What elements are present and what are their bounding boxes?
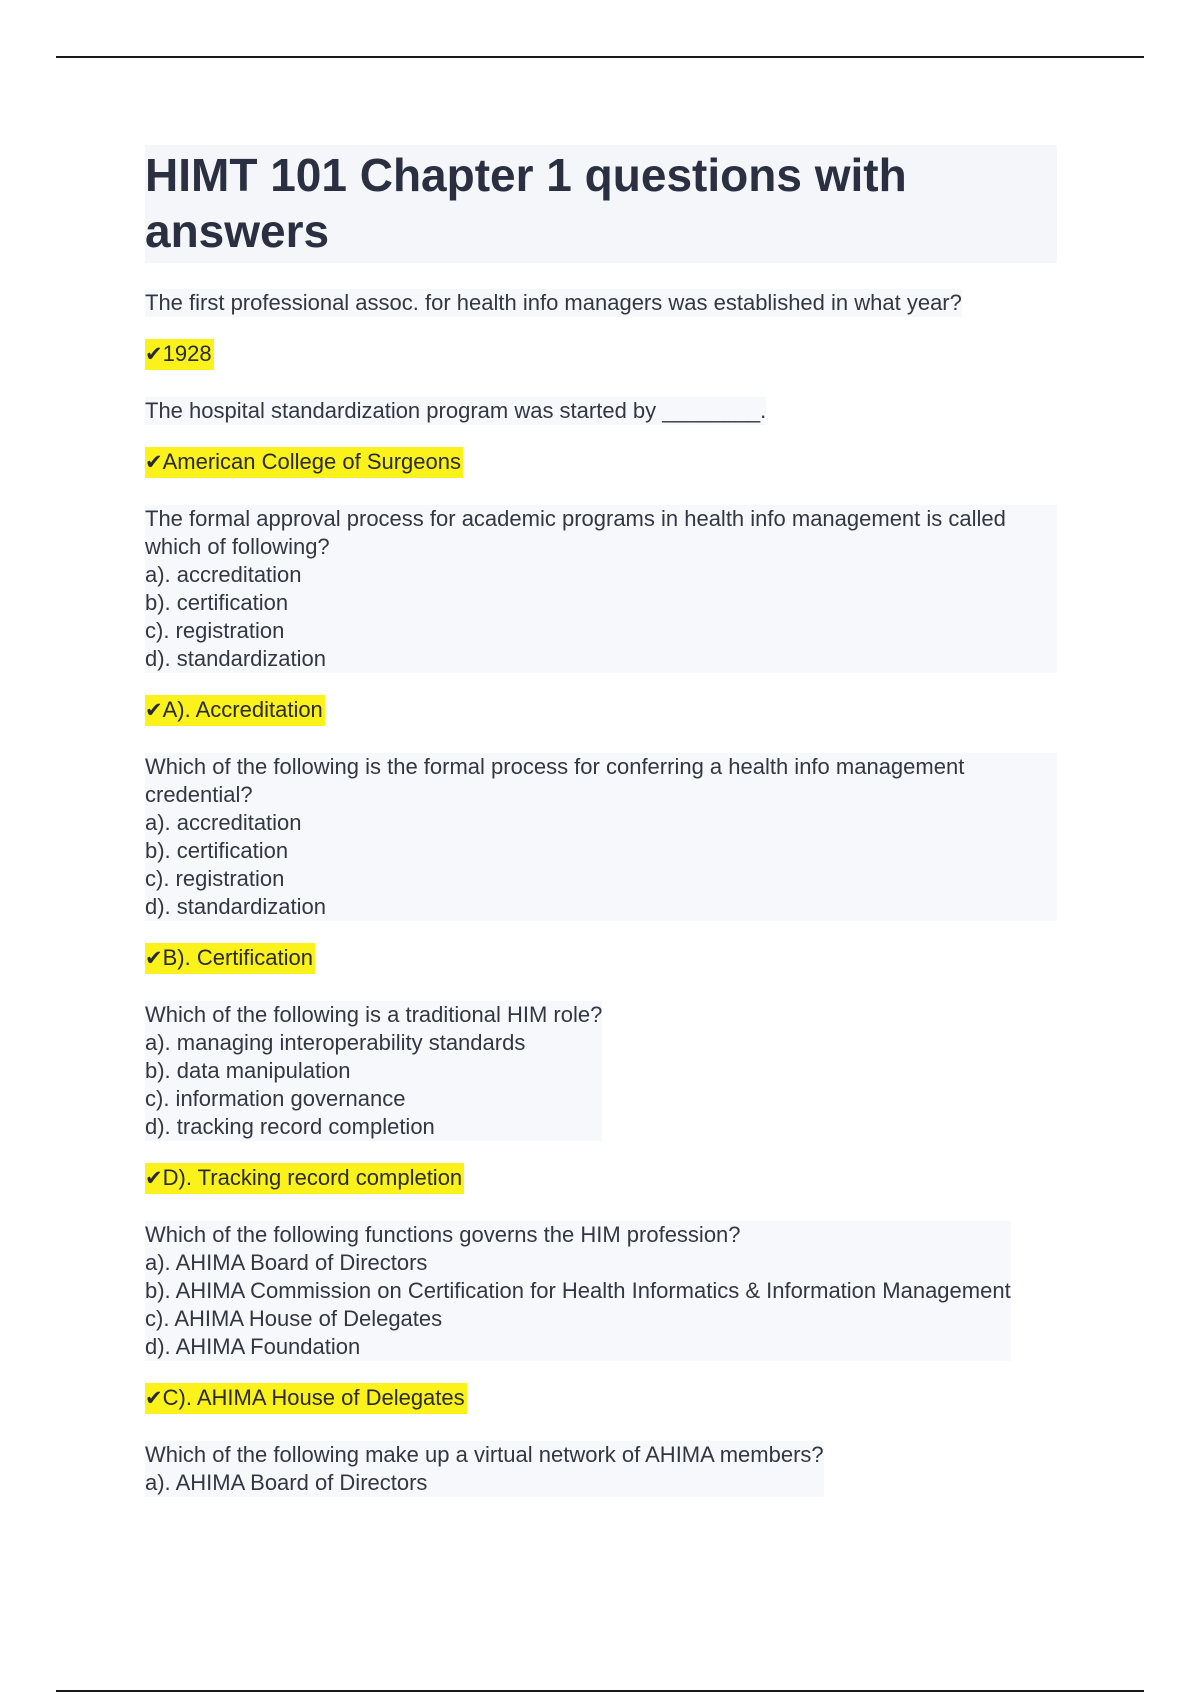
question-stem: Which of the following is a traditional HIM role? xyxy=(145,1002,603,1027)
highlighted-answer xyxy=(145,339,214,370)
check-icon: ✔ xyxy=(145,947,163,970)
answer-option: b). certification xyxy=(145,838,289,863)
qa-item xyxy=(145,397,1057,478)
check-icon: ✔ xyxy=(145,1167,163,1190)
answer-option: d). standardization xyxy=(145,894,326,919)
qa-item xyxy=(145,505,1057,726)
answer-option: c). information governance xyxy=(145,1086,406,1111)
check-icon: ✔ xyxy=(145,1387,163,1410)
answer-text: C). AHIMA House of Delegates xyxy=(162,1385,465,1410)
answer-row xyxy=(145,695,1057,726)
answer-option: a). accreditation xyxy=(145,562,302,587)
answer-text: B). Certification xyxy=(162,945,313,970)
answer-option: c). registration xyxy=(145,866,285,891)
highlighted-answer xyxy=(145,1163,464,1194)
qa-item xyxy=(145,1221,1057,1414)
answer-option: c). registration xyxy=(145,618,285,643)
qa-item xyxy=(145,1001,1057,1194)
qa-item xyxy=(145,753,1057,974)
question-text xyxy=(145,753,1057,921)
answer-option: c). AHIMA House of Delegates xyxy=(145,1306,443,1331)
bottom-rule xyxy=(56,1690,1144,1692)
qa-item xyxy=(145,289,1057,370)
answer-row xyxy=(145,1383,1057,1414)
question-text xyxy=(145,1221,1011,1361)
highlighted-answer xyxy=(145,1383,467,1414)
answer-option: a). managing interoperability standards xyxy=(145,1030,526,1055)
question-stem: The formal approval process for academic programs in health info management is called which of following? xyxy=(145,506,1006,559)
answer-row xyxy=(145,943,1057,974)
answer-option: d). AHIMA Foundation xyxy=(145,1334,361,1359)
answer-row xyxy=(145,447,1057,478)
answer-option: a). AHIMA Board of Directors xyxy=(145,1250,428,1275)
question-text xyxy=(145,289,962,317)
answer-text: D). Tracking record completion xyxy=(162,1165,463,1190)
check-icon: ✔ xyxy=(145,451,163,474)
question-text xyxy=(145,505,1057,673)
question-stem: The first professional assoc. for health info managers was established in what year? xyxy=(145,290,962,315)
question-stem: Which of the following make up a virtual network of AHIMA members? xyxy=(145,1442,824,1467)
answer-option: d). tracking record completion xyxy=(145,1114,435,1139)
qa-item xyxy=(145,1441,1057,1519)
answer-row xyxy=(145,339,1057,370)
question-stem: Which of the following functions governs the HIM profession? xyxy=(145,1222,741,1247)
answer-text: A). Accreditation xyxy=(162,697,323,722)
check-icon: ✔ xyxy=(145,343,163,366)
answer-option: b). AHIMA Commission on Certification for Health Informatics & Information Management xyxy=(145,1278,1011,1303)
question-text xyxy=(145,1441,824,1497)
answer-text: American College of Surgeons xyxy=(162,449,461,474)
answer-text: 1928 xyxy=(162,341,212,366)
answer-option: b). data manipulation xyxy=(145,1058,351,1083)
answer-option: a). accreditation xyxy=(145,810,302,835)
top-rule xyxy=(56,56,1144,58)
title-block xyxy=(145,145,1057,263)
question-text xyxy=(145,1001,602,1141)
check-icon: ✔ xyxy=(145,699,163,722)
answer-row xyxy=(145,1163,1057,1194)
answer-option: d). standardization xyxy=(145,646,326,671)
qa-list xyxy=(145,289,1057,1519)
highlighted-answer xyxy=(145,695,325,726)
question-stem: The hospital standardization program was started by ________. xyxy=(145,398,767,423)
document-title: HIMT 101 Chapter 1 questions with answers xyxy=(145,149,907,257)
question-stem: Which of the following is the formal process for conferring a health info management credential? xyxy=(145,754,965,807)
answer-option: b). certification xyxy=(145,590,289,615)
question-text xyxy=(145,397,766,425)
document-body xyxy=(145,145,1057,1519)
answer-option: a). AHIMA Board of Directors xyxy=(145,1470,428,1495)
highlighted-answer xyxy=(145,447,463,478)
highlighted-answer xyxy=(145,943,315,974)
